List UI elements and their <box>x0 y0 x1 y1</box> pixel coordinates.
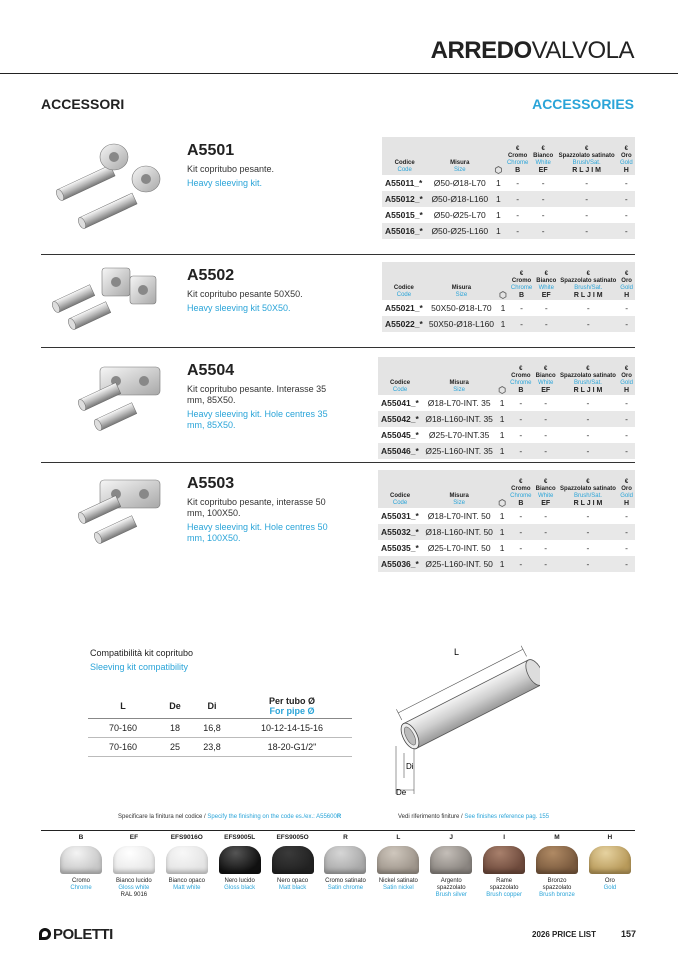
row-price-ef: - <box>534 540 558 556</box>
row-code: A55046_* <box>378 443 422 459</box>
row-price-b: - <box>509 316 534 332</box>
product-image <box>52 262 172 337</box>
row-price-r: - <box>556 223 618 239</box>
col-size: Misura Size <box>422 470 496 508</box>
row-qty: 1 <box>496 524 508 540</box>
row-price-h: - <box>618 524 635 540</box>
row-price-ef: - <box>534 427 558 443</box>
compat-de: 25 <box>158 738 192 757</box>
finish-code: EFS9005L <box>224 834 256 841</box>
table-row <box>382 300 635 316</box>
finish-name-en: Satin chrome <box>327 885 364 891</box>
row-size: Ø18-L70-INT. 50 <box>422 508 496 524</box>
row-price-h: - <box>618 556 635 572</box>
row-price-r: - <box>558 300 618 316</box>
finish-name-it: Cromo satinato <box>325 878 366 884</box>
row-price-r: - <box>558 411 618 427</box>
row-qty: 1 <box>496 508 508 524</box>
product-code: A5501 <box>187 142 235 159</box>
finish-code: M <box>554 834 560 841</box>
table-row <box>382 191 635 207</box>
price-list-label: 2026 PRICE LIST <box>532 930 597 939</box>
row-price-ef: - <box>534 316 558 332</box>
product-divider <box>41 347 635 348</box>
finish-item <box>217 834 263 899</box>
page-number: 157 <box>621 929 637 939</box>
row-code: A55042_* <box>378 411 422 427</box>
row-price-b: - <box>505 175 531 191</box>
row-price-ef: - <box>531 207 556 223</box>
row-code: A55045_* <box>378 427 422 443</box>
brand-title: ARREDOVALVOLA <box>430 37 634 64</box>
row-price-r: - <box>558 443 618 459</box>
compat-l: 70-160 <box>88 738 158 757</box>
row-code: A55041_* <box>378 395 422 411</box>
finish-name-it: Nickel satinato <box>378 878 418 884</box>
row-qty: 1 <box>496 427 508 443</box>
row-price-b: - <box>505 223 531 239</box>
row-size: Ø18-L160-INT. 50 <box>422 524 496 540</box>
row-size: 50X50-Ø18-L160 <box>426 316 497 332</box>
finish-name-it: Argento spazzolato <box>436 878 466 891</box>
row-code: A55032_* <box>378 524 422 540</box>
row-qty: 1 <box>492 175 504 191</box>
table-row <box>378 524 635 540</box>
row-price-h: - <box>618 395 635 411</box>
finish-code: J <box>449 834 454 841</box>
table-row <box>378 411 635 427</box>
row-size: Ø18-L160-INT. 35 <box>422 411 496 427</box>
row-price-h: - <box>618 175 635 191</box>
row-price-b: - <box>508 411 534 427</box>
row-price-ef: - <box>534 443 558 459</box>
finish-code: L <box>396 834 401 841</box>
col-bianco: € Bianco White EF <box>534 470 558 508</box>
finish-code: EF <box>129 834 139 841</box>
finish-name-en: Matt black <box>278 885 307 891</box>
finish-name-en: Brush silver <box>435 892 467 898</box>
compat-table <box>88 694 352 757</box>
compat-row <box>88 719 352 738</box>
row-qty: 1 <box>497 300 509 316</box>
col-bianco: € Bianco White EF <box>534 262 558 300</box>
table-row <box>378 508 635 524</box>
finish-name-it: Nero lucido <box>224 878 255 884</box>
row-size: Ø50-Ø25-L160 <box>427 223 492 239</box>
row-size: Ø50-Ø18-L70 <box>427 175 492 191</box>
compat-title-en: Sleeving kit compatibility <box>90 662 189 672</box>
col-code: Codice Code <box>378 357 422 395</box>
row-size: Ø50-Ø25-L70 <box>427 207 492 223</box>
finish-code: I <box>503 834 506 841</box>
row-size: Ø50-Ø18-L160 <box>427 191 492 207</box>
product-desc-en: Heavy sleeving kit. Hole centres 35 mm, 85X50. <box>187 409 328 430</box>
row-price-r: - <box>558 316 618 332</box>
row-code: A55015_* <box>382 207 427 223</box>
row-size: Ø25-L70-INT. 50 <box>422 540 496 556</box>
row-price-r: - <box>558 524 618 540</box>
product-desc-en: Heavy sleeving kit. Hole centres 50 mm, 100X50. <box>187 522 328 543</box>
row-price-b: - <box>509 300 534 316</box>
compat-col-pipe: Per tubo Ø For pipe Ø <box>268 696 315 716</box>
finish-name-it: Bianco lucido <box>116 878 152 884</box>
box-icon: ⬡ <box>496 357 508 395</box>
col-cromo: € Cromo Chrome B <box>508 470 534 508</box>
finish-name-en: Gloss black <box>224 885 256 891</box>
col-size: Misura Size <box>426 262 497 300</box>
finish-item <box>534 834 580 899</box>
row-price-h: - <box>618 443 635 459</box>
product-code: A5502 <box>187 267 235 284</box>
row-price-ef: - <box>534 556 558 572</box>
finish-swatch <box>272 846 314 874</box>
finish-name-en: Gloss white <box>118 885 150 891</box>
compat-row <box>88 738 352 757</box>
row-price-b: - <box>508 524 534 540</box>
product-desc-en: Heavy sleeving kit 50X50. <box>187 303 291 313</box>
row-code: A55021_* <box>382 300 426 316</box>
row-price-b: - <box>508 556 534 572</box>
finish-swatch <box>483 846 525 874</box>
row-price-ef: - <box>534 411 558 427</box>
row-qty: 1 <box>497 316 509 332</box>
finish-swatch <box>589 846 631 874</box>
row-qty: 1 <box>496 556 508 572</box>
row-price-h: - <box>618 207 635 223</box>
row-code: A55012_* <box>382 191 427 207</box>
row-price-b: - <box>508 427 534 443</box>
row-size: Ø25-L160-INT. 50 <box>422 556 496 572</box>
row-size: Ø25-L70-INT.35 <box>422 427 496 443</box>
row-price-h: - <box>618 316 635 332</box>
finish-ref-note: Vedi riferimento finiture / See finishes reference pag. 155 <box>398 814 550 820</box>
row-qty: 1 <box>496 395 508 411</box>
row-price-r: - <box>558 540 618 556</box>
row-price-r: - <box>556 175 618 191</box>
product-divider <box>41 462 635 463</box>
finish-name-it: Bronzo spazzolato <box>542 878 572 891</box>
finish-name-it: Oro <box>604 878 615 884</box>
product-image <box>52 357 172 432</box>
row-price-ef: - <box>534 395 558 411</box>
finish-code: EFS9005O <box>276 834 309 841</box>
finish-code: H <box>607 834 613 841</box>
compat-pipe: 10-12-14-15-16 <box>232 719 352 738</box>
diagram-di-label: Di <box>406 762 414 771</box>
finish-spec-note: Specificare la finitura nel codice / Specify the finishing on the code es./ex.: A55600R <box>118 814 342 820</box>
compat-pipe: 18-20-G1/2" <box>232 738 352 757</box>
header-rule <box>0 73 678 74</box>
finish-name-en: Brush bronze <box>539 892 575 898</box>
col-spazzolato: € Spazzolato satinato Brush/Sat. R L J I M <box>558 357 618 395</box>
finish-item <box>428 834 474 899</box>
row-qty: 1 <box>496 540 508 556</box>
row-price-r: - <box>556 191 618 207</box>
row-qty: 1 <box>492 207 504 223</box>
row-price-ef: - <box>534 524 558 540</box>
table-row <box>378 395 635 411</box>
product-desc-it: Kit copritubo pesante. Interasse 35 mm, 85X50. <box>187 384 327 405</box>
finish-item <box>270 834 316 899</box>
finish-swatch <box>430 846 472 874</box>
table-row <box>382 223 635 239</box>
compat-l: 70-160 <box>88 719 158 738</box>
compat-title-it: Compatibilità kit copritubo <box>90 648 194 658</box>
row-code: A55011_* <box>382 175 427 191</box>
row-price-b: - <box>505 207 531 223</box>
finish-code: R <box>343 834 348 841</box>
col-bianco: € Bianco White EF <box>534 357 558 395</box>
row-size: Ø25-L160-INT. 35 <box>422 443 496 459</box>
finish-item <box>322 834 368 899</box>
col-oro: € Oro Gold H <box>618 137 635 175</box>
compat-di: 23,8 <box>192 738 232 757</box>
finish-ral: RAL 9016 <box>120 892 148 898</box>
finish-swatch <box>324 846 366 874</box>
row-price-ef: - <box>531 191 556 207</box>
product-code: A5503 <box>187 475 235 492</box>
row-qty: 1 <box>492 223 504 239</box>
col-size: Misura Size <box>427 137 492 175</box>
table-row <box>382 175 635 191</box>
row-price-ef: - <box>534 508 558 524</box>
compat-col-di: Di <box>207 701 217 711</box>
col-spazzolato: € Spazzolato satinato Brush/Sat. R L J I M <box>558 470 618 508</box>
price-table <box>378 357 635 459</box>
box-icon: ⬡ <box>496 470 508 508</box>
finish-item <box>587 834 633 899</box>
row-price-r: - <box>556 207 618 223</box>
finishes-rule <box>41 830 635 831</box>
finish-swatch <box>536 846 578 874</box>
compat-di: 16,8 <box>192 719 232 738</box>
col-cromo: € Cromo Chrome B <box>508 357 534 395</box>
col-code: Codice Code <box>382 262 426 300</box>
row-qty: 1 <box>492 191 504 207</box>
col-spazzolato: € Spazzolato satinato Brush/Sat. R L J I M <box>556 137 618 175</box>
finish-swatch <box>113 846 155 874</box>
diagram-de-label: De <box>396 788 407 797</box>
box-icon: ⬡ <box>492 137 504 175</box>
finish-swatches <box>58 834 633 899</box>
row-code: A55016_* <box>382 223 427 239</box>
table-row <box>378 540 635 556</box>
finish-item <box>375 834 421 899</box>
box-icon: ⬡ <box>497 262 509 300</box>
row-qty: 1 <box>496 443 508 459</box>
row-price-h: - <box>618 508 635 524</box>
row-price-ef: - <box>531 223 556 239</box>
row-price-h: - <box>618 427 635 443</box>
finish-name-en: Brush copper <box>486 892 522 898</box>
finish-swatch <box>219 846 261 874</box>
row-price-b: - <box>505 191 531 207</box>
product-image <box>52 137 172 232</box>
product-code: A5504 <box>187 362 235 379</box>
price-table <box>378 470 635 572</box>
compat-de: 18 <box>158 719 192 738</box>
row-price-h: - <box>618 411 635 427</box>
product-desc-it: Kit copritubo pesante, interasse 50 mm, 100X50. <box>187 497 326 518</box>
row-price-b: - <box>508 540 534 556</box>
finish-name-it: Nero opaco <box>277 878 309 884</box>
row-code: A55036_* <box>378 556 422 572</box>
col-oro: € Oro Gold H <box>618 262 635 300</box>
col-spazzolato: € Spazzolato satinato Brush/Sat. R L J I M <box>558 262 618 300</box>
product-image <box>52 470 172 545</box>
col-oro: € Oro Gold H <box>618 470 635 508</box>
row-size: 50X50-Ø18-L70 <box>426 300 497 316</box>
product-divider <box>41 254 635 255</box>
table-row <box>382 316 635 332</box>
row-price-r: - <box>558 508 618 524</box>
col-cromo: € Cromo Chrome B <box>505 137 531 175</box>
col-size: Misura Size <box>422 357 496 395</box>
row-price-r: - <box>558 556 618 572</box>
finish-name-it: Bianco opaco <box>168 878 205 884</box>
col-cromo: € Cromo Chrome B <box>509 262 534 300</box>
diagram-l-label: L <box>454 647 460 657</box>
compat-col-de: De <box>169 701 181 711</box>
price-table <box>382 262 635 332</box>
row-qty: 1 <box>496 411 508 427</box>
logo-mark-icon <box>39 928 51 940</box>
compat-col-l: L <box>120 701 126 711</box>
finish-code: B <box>78 834 84 841</box>
row-price-ef: - <box>534 300 558 316</box>
price-table <box>382 137 635 239</box>
finish-name-en: Satin nickel <box>383 885 414 891</box>
table-row <box>382 207 635 223</box>
row-code: A55035_* <box>378 540 422 556</box>
row-price-b: - <box>508 443 534 459</box>
finish-name-en: Matt white <box>173 885 201 891</box>
finish-swatch <box>166 846 208 874</box>
finish-item <box>111 834 157 899</box>
product-desc-it: Kit copritubo pesante. <box>187 164 275 174</box>
row-code: A55022_* <box>382 316 426 332</box>
col-bianco: € Bianco White EF <box>531 137 556 175</box>
finish-item <box>58 834 104 899</box>
row-price-b: - <box>508 508 534 524</box>
finish-code: EFS9016O <box>170 834 203 841</box>
col-code: Codice Code <box>382 137 427 175</box>
poletti-logo: POLETTI <box>39 926 113 943</box>
row-size: Ø18-L70-INT. 35 <box>422 395 496 411</box>
row-price-h: - <box>618 191 635 207</box>
table-row <box>378 556 635 572</box>
finish-name-it: Cromo <box>71 878 90 884</box>
finish-swatch <box>60 846 102 874</box>
finish-name-en: Gold <box>603 885 617 891</box>
finish-item <box>481 834 527 899</box>
col-oro: € Oro Gold H <box>618 357 635 395</box>
row-price-r: - <box>558 427 618 443</box>
row-price-h: - <box>618 300 635 316</box>
row-price-h: - <box>618 223 635 239</box>
product-desc-en: Heavy sleeving kit. <box>187 178 263 188</box>
row-code: A55031_* <box>378 508 422 524</box>
finish-name-en: Chrome <box>70 885 92 891</box>
product-desc-it: Kit copritubo pesante 50X50. <box>187 289 303 299</box>
pipe-diagram <box>380 618 540 802</box>
row-price-ef: - <box>531 175 556 191</box>
table-row <box>378 427 635 443</box>
finish-name-it: Rame spazzolato <box>489 878 519 891</box>
table-row <box>378 443 635 459</box>
section-title-en: ACCESSORIES <box>532 96 634 112</box>
col-code: Codice Code <box>378 470 422 508</box>
finish-item <box>164 834 210 899</box>
row-price-h: - <box>618 540 635 556</box>
row-price-r: - <box>558 395 618 411</box>
finish-swatch <box>377 846 419 874</box>
row-price-b: - <box>508 395 534 411</box>
section-title-it: ACCESSORI <box>41 96 125 112</box>
